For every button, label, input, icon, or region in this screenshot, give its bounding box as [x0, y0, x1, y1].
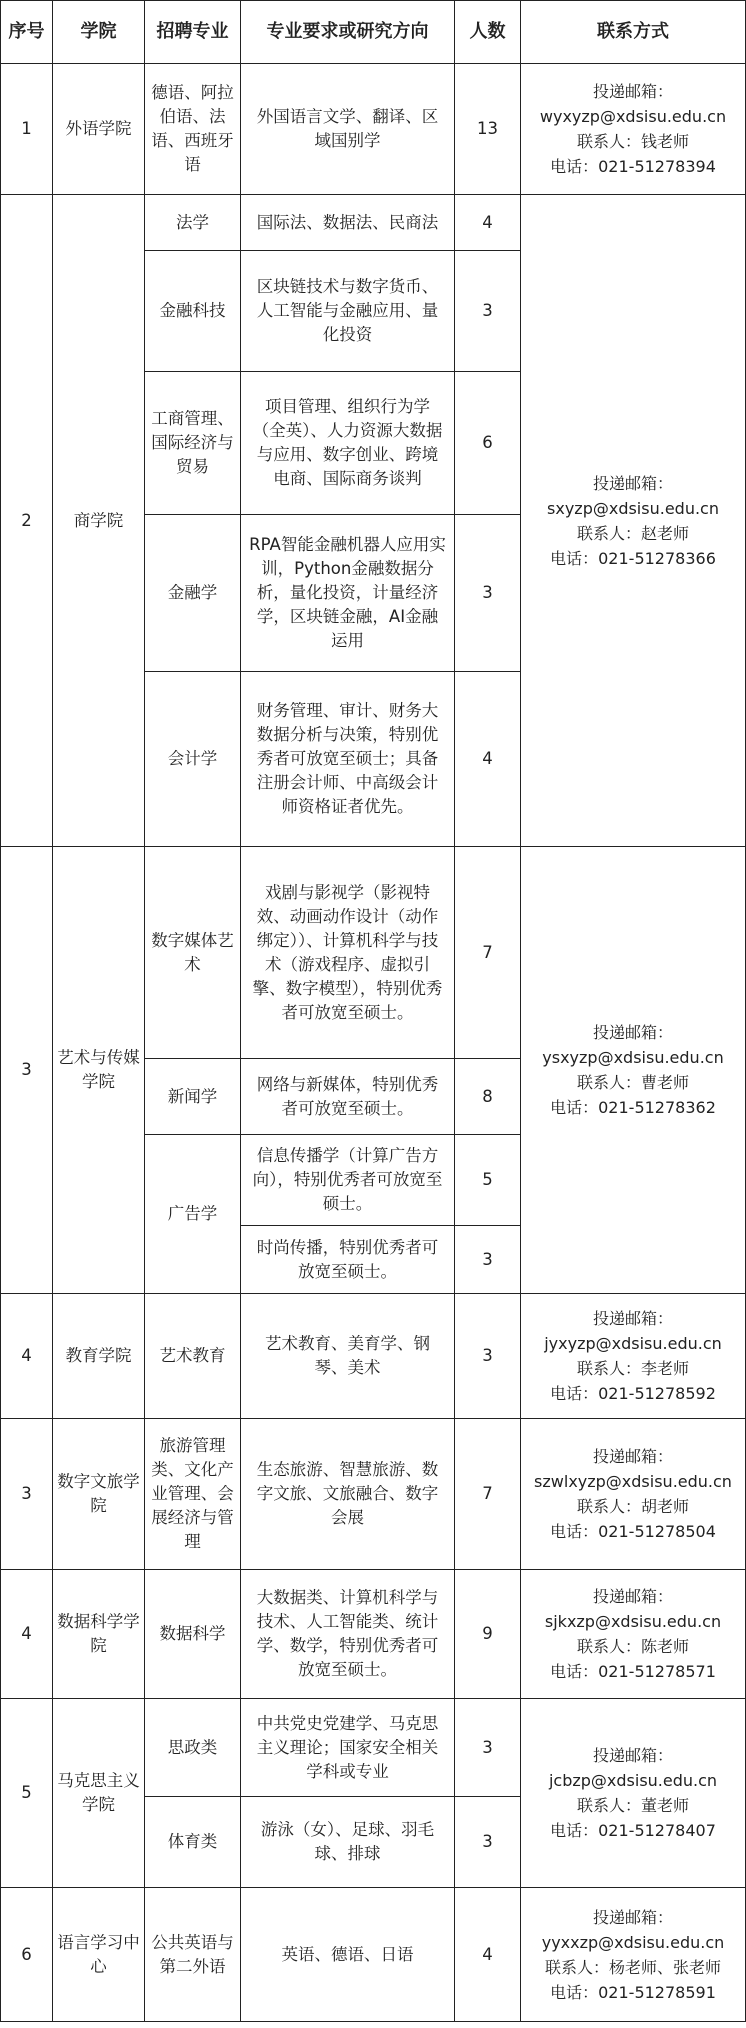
- email-link[interactable]: yyxxzp@xdsisu.edu.cn: [541, 1932, 725, 1952]
- email-label: 投递邮箱：: [592, 1023, 673, 1042]
- requirement-cell: 时尚传播，特别优秀者可放宽至硕士。: [241, 1226, 455, 1294]
- major-cell: 德语、阿拉伯语、法语、西班牙语: [145, 64, 241, 195]
- count-cell: 7: [455, 1419, 521, 1570]
- requirement-cell: 艺术教育、美育学、钢琴、美术: [241, 1294, 455, 1419]
- email-label: 投递邮箱：: [592, 82, 673, 101]
- contact-person: 联系人：钱老师: [576, 132, 690, 151]
- email-label: 投递邮箱：: [592, 473, 673, 493]
- contact-cell: [521, 847, 746, 1294]
- requirement-cell: 生态旅游、智慧旅游、数字文旅、文旅融合、数字会展: [241, 1419, 455, 1570]
- requirement-cell: 财务管理、审计、财务大数据分析与决策，特别优秀者可放宽至硕士；具备注册会计师、中高级会计师资格证者优先。: [241, 672, 455, 847]
- requirement-cell: RPA智能金融机器人应用实训，Python金融数据分析，量化投资，计量经济学，区块链金融，AI金融运用: [241, 515, 455, 672]
- college-cell: 商学院: [53, 195, 145, 847]
- table-row: [1, 1699, 746, 1797]
- header-seq: 序号: [1, 1, 53, 64]
- major-cell: 旅游管理类、文化产业管理、会展经济与管理: [145, 1419, 241, 1570]
- seq-cell: 2: [1, 195, 53, 847]
- requirement-cell: 中共党史党建学、马克思主义理论；国家安全相关学科或专业: [241, 1699, 455, 1797]
- seq-cell: 4: [1, 1294, 53, 1419]
- college-cell: 教育学院: [53, 1294, 145, 1419]
- requirement-cell: 外国语言文学、翻译、区域国别学: [241, 64, 455, 195]
- contact-person: 联系人：赵老师: [576, 523, 690, 543]
- seq-cell: 3: [1, 847, 53, 1294]
- table-row: [1, 847, 746, 1059]
- college-cell: 数据科学学院: [53, 1570, 145, 1699]
- contact-cell: [521, 195, 746, 847]
- seq-cell: 3: [1, 1419, 53, 1570]
- requirement-cell: 国际法、数据法、民商法: [241, 195, 455, 251]
- email-label: 投递邮箱：: [592, 1907, 673, 1927]
- email-link[interactable]: wyxyzp@xdsisu.edu.cn: [539, 107, 727, 126]
- requirement-cell: 项目管理、组织行为学（全英）、人力资源大数据与应用、数字创业、跨境电商、国际商务谈判: [241, 372, 455, 515]
- major-cell: 思政类: [145, 1699, 241, 1797]
- major-cell: 体育类: [145, 1797, 241, 1888]
- count-cell: 3: [455, 251, 521, 372]
- contact-cell: [521, 1699, 746, 1888]
- requirement-cell: 信息传播学（计算广告方向），特别优秀者可放宽至硕士。: [241, 1135, 455, 1226]
- major-cell: 数字媒体艺术: [145, 847, 241, 1059]
- requirement-cell: 戏剧与影视学（影视特效、动画动作设计（动作绑定））、计算机科学与技术（游戏程序、虚拟引擎、数字模型），特别优秀者可放宽至硕士。: [241, 847, 455, 1059]
- seq-cell: 5: [1, 1699, 53, 1888]
- major-cell: 工商管理、国际经济与贸易: [145, 372, 241, 515]
- major-cell: 广告学: [145, 1135, 241, 1294]
- email-link[interactable]: szwlxyzp@xdsisu.edu.cn: [534, 1472, 732, 1491]
- contact-person: 联系人：李老师: [576, 1359, 690, 1378]
- header-requirements: 专业要求或研究方向: [241, 1, 455, 64]
- header-college: 学院: [53, 1, 145, 64]
- table-row: [1, 1888, 746, 2022]
- contact-cell: [521, 1294, 746, 1419]
- requirement-cell: 游泳（女）、足球、羽毛球、排球: [241, 1797, 455, 1888]
- contact-cell: [521, 1888, 746, 2022]
- email-label: 投递邮箱：: [592, 1309, 673, 1328]
- contact-phone: 电话：021-51278571: [550, 1662, 716, 1681]
- count-cell: 8: [455, 1059, 521, 1135]
- count-cell: 3: [455, 1699, 521, 1797]
- college-cell: 数字文旅学院: [53, 1419, 145, 1570]
- contact-phone: 电话：021-51278366: [550, 548, 716, 568]
- contact-phone: 电话：021-51278407: [550, 1821, 716, 1840]
- major-cell: 艺术教育: [145, 1294, 241, 1419]
- major-cell: 金融科技: [145, 251, 241, 372]
- count-cell: 13: [455, 64, 521, 195]
- count-cell: 9: [455, 1570, 521, 1699]
- table-row: [1, 1294, 746, 1419]
- contact-person: 联系人：董老师: [576, 1796, 690, 1815]
- major-cell: 数据科学: [145, 1570, 241, 1699]
- contact-person: 联系人：胡老师: [576, 1497, 690, 1516]
- count-cell: 7: [455, 847, 521, 1059]
- major-cell: 会计学: [145, 672, 241, 847]
- contact-phone: 电话：021-51278591: [550, 1982, 716, 2002]
- contact-phone: 电话：021-51278592: [550, 1384, 716, 1403]
- count-cell: 4: [455, 1888, 521, 2022]
- contact-phone: 电话：021-51278504: [550, 1522, 716, 1541]
- email-link[interactable]: ysxyzp@xdsisu.edu.cn: [542, 1048, 724, 1067]
- contact-cell: [521, 1419, 746, 1570]
- requirement-cell: 英语、德语、日语: [241, 1888, 455, 2022]
- contact-person: 联系人：杨老师、张老师: [544, 1957, 722, 1977]
- contact-phone: 电话：021-51278394: [550, 157, 716, 176]
- email-link[interactable]: jyxyzp@xdsisu.edu.cn: [544, 1334, 722, 1353]
- count-cell: 5: [455, 1135, 521, 1226]
- count-cell: 6: [455, 372, 521, 515]
- requirement-cell: 区块链技术与数字货币、人工智能与金融应用、量化投资: [241, 251, 455, 372]
- contact-person: 联系人：曹老师: [576, 1073, 690, 1092]
- college-cell: 艺术与传媒学院: [53, 847, 145, 1294]
- table-row: [1, 64, 746, 195]
- requirement-cell: 网络与新媒体，特别优秀者可放宽至硕士。: [241, 1059, 455, 1135]
- email-link[interactable]: sjkxzp@xdsisu.edu.cn: [544, 1612, 722, 1631]
- email-link[interactable]: jcbzp@xdsisu.edu.cn: [548, 1771, 718, 1790]
- contact-person: 联系人：陈老师: [576, 1637, 690, 1656]
- count-cell: 3: [455, 1294, 521, 1419]
- major-cell: 金融学: [145, 515, 241, 672]
- count-cell: 3: [455, 1226, 521, 1294]
- count-cell: 3: [455, 1797, 521, 1888]
- header-major: 招聘专业: [145, 1, 241, 64]
- header-count: 人数: [455, 1, 521, 64]
- header-row: [1, 1, 746, 64]
- seq-cell: 4: [1, 1570, 53, 1699]
- header-contact: 联系方式: [521, 1, 746, 64]
- email-label: 投递邮箱：: [592, 1587, 673, 1606]
- requirement-cell: 大数据类、计算机科学与技术、人工智能类、统计学、数学，特别优秀者可放宽至硕士。: [241, 1570, 455, 1699]
- count-cell: 3: [455, 515, 521, 672]
- email-label: 投递邮箱：: [592, 1447, 673, 1466]
- contact-cell: [521, 1570, 746, 1699]
- contact-cell: [521, 64, 746, 195]
- email-link[interactable]: sxyzp@xdsisu.edu.cn: [547, 498, 719, 518]
- table-row: [1, 1570, 746, 1699]
- count-cell: 4: [455, 672, 521, 847]
- major-cell: 新闻学: [145, 1059, 241, 1135]
- college-cell: 外语学院: [53, 64, 145, 195]
- major-cell: 法学: [145, 195, 241, 251]
- table-row: [1, 195, 746, 251]
- college-cell: 马克思主义学院: [53, 1699, 145, 1888]
- email-label: 投递邮箱：: [592, 1746, 673, 1765]
- major-cell: 公共英语与第二外语: [145, 1888, 241, 2022]
- college-cell: 语言学习中心: [53, 1888, 145, 2022]
- seq-cell: 1: [1, 64, 53, 195]
- count-cell: 4: [455, 195, 521, 251]
- table-row: [1, 1419, 746, 1570]
- contact-phone: 电话：021-51278362: [550, 1098, 716, 1117]
- seq-cell: 6: [1, 1888, 53, 2022]
